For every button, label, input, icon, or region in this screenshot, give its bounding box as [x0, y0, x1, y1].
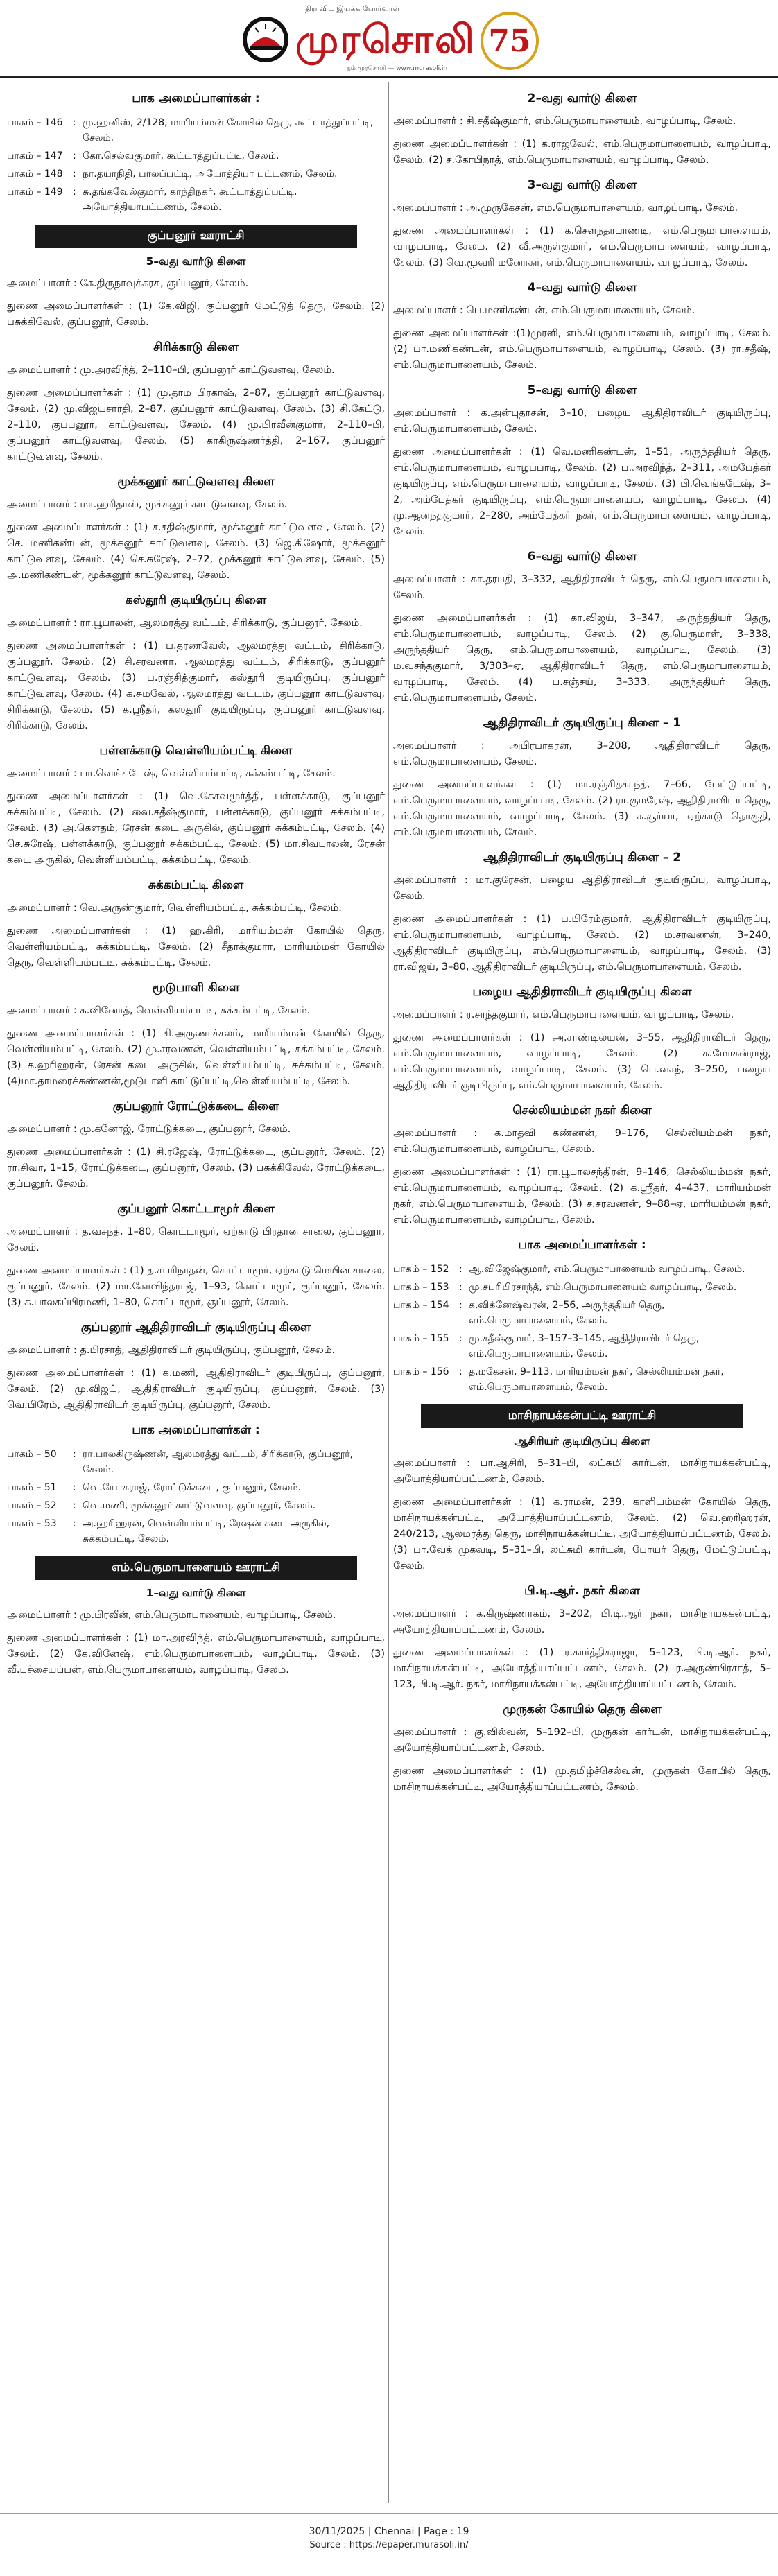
deputy-organisers-text: துணை அமைப்பாளர்கள் : (1) மா.ரஞ்சித்காந்த், 7–66, மேட்டுப்பட்டி, எம்.பெருமாபாளையம், வாழப்பாடி, சேலம். (2) ரா.குமரேஷ், ஆதிதிராவிடர் தெரு, எம்.பெருமாபாளையம், வாழப்பாடி, சேலம். (3) க.சூர்யா, ஏற்காடு தொகுதி, எம்.பெருமாபாளையம், சேலம். [393, 779, 771, 838]
organiser-text: அமைப்பாளர் : மா.குரேசன், பழைய ஆதிதிராவிடர் குடியிருப்பு, வாழப்பாடி, சேலம். [393, 875, 771, 902]
parts-table [7, 114, 385, 216]
deputy-organisers-text: துணை அமைப்பாளர்கள் : (1) மு.தாம பிரகாஷ், 2–87, குப்பனூர் காட்டுவளவு, சேலம். (2) மு.விஜயசாரதி, 2–87, குப்பனூர் காட்டுவளவு, சேலம். (3) சி.கேட்டு, 2–110, குப்பனூர், காட்டுவளவு, சேலம். (4) மு.பிரவீன்குமார், 2–110–பி, குப்பனூர் காட்டுவளவு, சேலம். (5) காகிருஷ்ணர்த்தி, 2–167, குப்பனூர் காட்டுவளவு, சேலம். [7, 388, 385, 462]
organiser-text: அமைப்பாளர் : பெ.மணிகண்டன், எம்.பெருமாபாளையம், சேலம். [393, 305, 695, 316]
table-row: பாகம் – 52 : வெ.மணி, மூக்கனூர் காட்டுவளவு, குப்பனூர், சேலம். [7, 1500, 316, 1511]
branch-heading: பி.டி.ஆர். நகர் கிளை [524, 1584, 640, 1598]
branch-heading: மூக்கனூர் காட்டுவளவு கிளை [117, 475, 275, 489]
deputy-organisers-text: துணை அமைப்பாளர்கள் : (1) அ.சாண்டில்யன், 3–55, ஆதிதிராவிடர் தெரு, எம்.பெருமாபாளையம், வாழப்பாடி, சேலம். (2) க.மோகன்ராஜ், எம்.பெருமாபாளையம், வாழப்பாடி, சேலம். (3) பெ.வசந், 3–250, பழைய ஆதிதிராவிடர் குடியிருப்பு, எம்.பெருமாபாளையம், சேலம். [393, 1032, 771, 1091]
newspaper-title[interactable]: முரசொலி [295, 17, 476, 62]
deputy-organisers-text: துணை அமைப்பாளர்கள் : (1) மா.அரவிந்த், எம்.பெருமாபாளையம், வாழப்பாடி, சேலம். (2) கே.வினேஷ், எம்.பெருமாபாளையம், வாழப்பாடி, சேலம். (3) வீ.பச்சையப்பன், எம்.பெருமாபாளையம், வாழப்பாடி, சேலம். [7, 1633, 385, 1676]
deputy-organisers-text: துணை அமைப்பாளர்கள் : (1) ச.சதிஷ்குமார், மூக்கனூர் காட்டுவளவு, சேலம். (2) செ. மணிகண்டன், மூக்கனூர் காட்டுவளவு, சேலம். (3) ஜெ.கிஷோர், மூக்கனூர் காட்டுவளவு, சேலம். (4) செ.சுரேஷ், 2–72, மூக்கனூர் காட்டுவளவு, சேலம். (5) அ.மணிகண்டன், மூக்கனூர் காட்டுவளவு, சேலம். [7, 522, 385, 581]
panchayat-banner: குப்பனூர் ஊராட்சி [35, 225, 357, 248]
branch-heading: மூடுபாளி கிளை [152, 981, 240, 995]
branch-heading: முருகன் கோயில் தெரு கிளை [503, 1703, 662, 1716]
branch-heading: ஆதிதிராவிடர் குடியிருப்பு கிளை – 1 [483, 716, 682, 730]
branch-heading: குப்பனூர் ஆதிதிராவிடர் குடியிருப்பு கிளை [80, 1321, 311, 1334]
organiser-text: அமைப்பாளர் : மு.அரவிந்த், 2–110–பி, குப்பனூர் காட்டுவளவு, சேலம். [7, 365, 335, 376]
column-divider [388, 82, 389, 2503]
organiser-text: அமைப்பாளர் : வெ.அருண்குமார், வெள்ளியம்பட்டி, சுக்கம்பட்டி, சேலம். [7, 903, 342, 914]
table-row: பாகம் – 152 : ஆ.விஜேஷ்குமார், எம்.பெருமாபாளையம் வாழப்பாடி, சேலம். [393, 1264, 745, 1275]
organiser-text: அமைப்பாளர் : கா.தரபதி, 3–332, ஆதிதிராவிடர் தெரு, எம்.பெருமாபாளையம், சேலம். [393, 574, 771, 601]
deputy-organisers-text: துணை அமைப்பாளர்கள் : (1) ர.கார்த்திகராஜா, 5–123, பி.டி.ஆர். நகர், மாசிநாயக்கன்பட்டி, அயோத்தியாப்பட்டணம், சேலம். (2) ர.அருண்பிரசாத், 5–123, பி.டி.ஆர். நகர், மாசிநாயக்கன்பட்டி, அயோத்தியாப்பட்டணம், சேலம். [393, 1647, 771, 1690]
table-row: பாகம் – 50 : ரா.பாலகிருஷ்ணன், ஆலமரத்து வட்டம், சிரிக்காடு, குப்பனூர், சேலம். [7, 1449, 354, 1475]
organiser-text: அமைப்பாளர் : மு.கனோஜ், ரோட்டுக்கடை, குப்பனூர், சேலம். [7, 1124, 291, 1135]
branch-heading: 5–வது வார்டு கிளை [527, 383, 637, 397]
deputy-organisers-text: துணை அமைப்பாளர்கள் : (1) சி.ரஜேஷ், ரோட்டுக்கடை, குப்பனூர், சேலம். (2) ரா.சிவா, 1–15, ரோட்டுக்கடை, குப்பனூர், சேலம். (3) பசுக்கிவேல், ரோட்டுக்கடை, குப்பனூர், சேலம். [7, 1147, 385, 1190]
branch-heading: செல்லியம்மன் நகர் கிளை [512, 1104, 652, 1117]
branch-heading: குப்பனூர் கொட்டாமூர் கிளை [117, 1202, 275, 1216]
organiser-text: அமைப்பாளர் : த.வசந்த், 1–80, கொட்டாமூர், ஏற்காடு பிரதான சாலை, குப்பனூர், சேலம். [7, 1226, 385, 1253]
deputy-organisers-text: துணை அமைப்பாளர்கள் : (1) ரா.பூபாலசந்திரன், 9–146, செல்லியம்மன் நகர், எம்.பெருமாபாளையம், வாழப்பாடி, சேலம். (2) க.ஸ்ரீதர், 4–437, மாரியம்மன் நகர், எம்.பெருமாபாளையம், சேலம். (3) ச.சரவணன், 9–88–ஏ, மாரியம்மன் நகர், எம்.பெருமாபாளையம், வாழப்பாடி, சேலம். [393, 1167, 771, 1226]
table-row: பாகம் – 153 : மு.சபரிபிரசாந்த், எம்.பெருமாபாளையம் வாழப்பாடி, சேலம். [393, 1282, 737, 1293]
rising-sun-emblem-icon [241, 15, 290, 64]
edition-info: 30/11/2025 | Chennai | Page : 19 [309, 2526, 469, 2537]
deputy-organisers-text: துணை அமைப்பாளர்கள் : (1) வெ.கேசவமூர்த்தி, பள்ளக்காடு, குப்பனூர் சுக்கம்பட்டி, சேலம். (2) வை.சதீஷ்குமார், பள்ளக்காடு, குப்பனூர் சுக்கம்பட்டி, சேலம். (3) அ.கௌதம், ரேசன் கடை அருகில், குப்பனூர் சுக்கம்பட்டி, சேலம். (4) செ.சுரேஷ், பள்ளக்காடு, குப்பனூர் சுக்கம்பட்டி, சேலம். (5) மா.சிவபாலன், ரேசன் கடை அருகில், வெள்ளியம்பட்டி, சுக்கம்பட்டி, சேலம். [7, 791, 385, 866]
table-row: பாகம் – 146 : மு.ஹனிஸ், 2/128, மாரியம்மன் கோயில் தெரு, கூட்டாத்துப்பட்டி, சேலம். [7, 117, 374, 143]
deputy-organisers-text: துணை அமைப்பாளர்கள் : (1) த.சபரிநாதன், கொட்டாமூர், ஏற்காடு மெயின் சாலை, குப்பனூர், சேலம். (2) மா.கோவிந்தராஜ், 1–93, கொட்டாமூர், குப்பனூர், சேலம். (3) க.பாலசுப்பிரமணி, 1–80, கொட்டாமூர், குப்பனூர், சேலம். [7, 1265, 385, 1308]
table-row: பாகம் – 154 : க.விக்னேஷ்வரன், 2–56, அருந்ததியர் தெரு, எம்.பெருமாபாளையம், சேலம். [393, 1300, 665, 1326]
deputy-organisers-text: துணை அமைப்பாளர்கள் : (1) கா.விஜய், 3–347, அருந்ததியர் தெரு, எம்.பெருமாபாளையம், வாழப்பாடி, சேலம். (2) கு.பெருமாள், 3–338, அருந்ததியர் தெரு, எம்.பெருமாபாளையம், வாழப்பாடி, சேலம். (3) ம.வசந்தகுமார், 3/303–ஏ, ஆதிதிராவிடர் தெரு, எம்.பெருமாபாளையம், வாழப்பாடி, சேலம். (4) ப.சஞ்சய், 3–333, அருந்ததியர் தெரு, எம்.பெருமாபாளையம், சேலம். [393, 613, 771, 704]
parts-table [7, 1445, 385, 1548]
deputy-organisers-text: துணை அமைப்பாளர்கள் : (1) சி.அருணாச்சலம், மாரியம்மன் கோயில் தெரு, வெள்ளியம்பட்டி, சேலம். (2) மு.சரவணன், வெள்ளியம்பட்டி, சுக்கம்பட்டி, சேலம். (3) க.ஹரிஹரன், ரேசன் கடை அருகில், வெள்ளியம்பட்டி, சுக்கம்பட்டி, சேலம். (4)மா.தாமரைக்கண்ணன்,மூடுபாளி காட்டுப்பட்டி,வெள்ளியம்பட்டி, சேலம். [7, 1028, 385, 1087]
branch-heading: 5–வது வார்டு கிளை [146, 255, 246, 268]
deputy-organisers-text: துணை அமைப்பாளர்கள் : (1) க.மணி, ஆதிதிராவிடர் குடியிருப்பு, குப்பனூர், சேலம். (2) மு.விஜய், ஆதிதிராவிடர் குடியிருப்பு, குப்பனூர், சேலம். (3) வெ.பிரேம், ஆதிதிராவிடர் குடியிருப்பு, குப்பனூர், சேலம். [7, 1368, 385, 1411]
deputy-organisers-text: துணை அமைப்பாளர்கள் : (1) க.ராமன், 239, காளியம்மன் கோயில் தெரு, மாசிநாயக்கன்பட்டி, அயோத்தியாப்பட்டணம், சேலம். (2) வெ.ஹரிஹரன், 240/213, ஆலமரத்து தெரு, மாசிநாயக்கன்பட்டி, அயோத்தியாப்பட்டணம், சேலம். (3) பா.வேக் முகவடி, 5–31–பி, லட்சுமி கார்டன், போயர் தெரு, மேட்டுப்பட்டி, சேலம். [393, 1497, 771, 1572]
section-heading: பாக அமைப்பாளர்கள் : [132, 92, 260, 105]
panchayat-banner: எம்.பெருமாபாளையம் ஊராட்சி [35, 1556, 357, 1580]
panchayat-banner: மாசிநாயக்கன்பட்டி ஊராட்சி [421, 1404, 743, 1428]
branch-heading: 2–வது வார்டு கிளை [527, 92, 637, 105]
deputy-organisers-text: துணை அமைப்பாளர்கள் : (1) ப.பிரேம்குமார், ஆதிதிராவிடர் குடியிருப்பு, எம்.பெருமாபாளையம், வாழப்பாடி, சேலம். (2) ம.சரவணன், 3–240, ஆதிதிராவிடர் குடியிருப்பு, எம்.பெருமாபாளையம், வாழப்பாடி, சேலம். (3) ரா.விஜய், 3–80, ஆதிதிராவிடர் குடியிருப்பு, எம்.பெருமாபாளையம், சேலம். [393, 914, 771, 973]
source-link[interactable]: Source : https://epaper.murasoli.in/ [309, 2540, 469, 2550]
masthead [0, 0, 778, 78]
page-footer [0, 2513, 778, 2576]
masthead-tagline: திராவிட இயக்க போர்வாள் [305, 4, 400, 13]
right-column [393, 82, 771, 2503]
organiser-text: அமைப்பாளர் : பா.ஆசிரி, 5–31–பி, லட்சுமி கார்டன், மாசிநாயக்கன்பட்டி, அயோத்தியாப்பட்டணம், சேலம். [393, 1458, 771, 1485]
deputy-organisers-text: துணை அமைப்பாளர்கள் : (1) க.சௌந்தரபாண்டி, எம்.பெருமாபாளையம், வாழப்பாடி, சேலம். (2) வீ.அருள்குமார், எம்.பெருமாபாளையம், வாழப்பாடி, சேலம். (3) வெ.மூவரி மனோகர், எம்.பெருமாபாளையம், வாழப்பாடி, சேலம். [393, 225, 771, 268]
deputy-organisers-text: துணை அமைப்பாளர்கள் : (1) ப.தரணவேல், ஆலமரத்து வட்டம், சிரிக்காடு, குப்பனூர், சேலம். (2) சி.சரவணா, ஆலமரத்து வட்டம், சிரிக்காடு, குப்பனூர் காட்டுவளவு, சேலம். (3) ப.ரஞ்சித்குமார், கஸ்தூரி குடியிருப்பு, குப்பனூர் காட்டுவளவு, சேலம். (4) க.சுமவேல், ஆலமரத்து வட்டம், குப்பனூர் காட்டுவளவு, சிரிக்காடு, சேலம். (5) க.ஸ்ரீதர், கஸ்தூரி குடியிருப்பு, குப்பனூர் காட்டுவளவு, சிரிக்காடு, சேலம். [7, 641, 385, 731]
organiser-text: அமைப்பாளர் : ர.சாந்தகுமார், எம்.பெருமாபாளையம், வாழப்பாடி, சேலம். [393, 1009, 734, 1020]
branch-heading: குப்பனூர் ரோட்டுக்கடை கிளை [112, 1099, 279, 1113]
table-row: பாகம் – 148 : நா.தயாநிதி, பாலப்பட்டி, அயோத்தியா பட்டணம், சேலம். [7, 168, 338, 180]
organiser-text: அமைப்பாளர் : கே.திருநாவுக்கரசு, குப்பனூர், சேலம். [7, 278, 249, 289]
organiser-text: அமைப்பாளர் : சி.சதீஷ்குமார், எம்.பெருமாபாளையம், வாழப்பாடி, சேலம். [393, 116, 736, 127]
branch-heading: ஆசிரியர் குடியிருப்பு கிளை [514, 1435, 650, 1447]
left-column [7, 82, 385, 2503]
deputy-organisers-text: துணை அமைப்பாளர்கள் : (1) க.ராஜவேல், எம்.பெருமாபாளையம், வாழப்பாடி, சேலம். (2) ச.கோபிநாத், எம்.பெருமாபாளையம், வாழப்பாடி, சேலம். [393, 139, 771, 166]
table-row: பாகம் – 156 : த.மகேசன், 9–113, மாரியம்மன் நகர், செல்லியம்மன் நகர், எம்.பெருமாபாளையம், சேலம். [393, 1366, 724, 1393]
parts-table [393, 1260, 771, 1396]
table-row: பாகம் – 51 : வெ.யோகராஜ், ரோட்டுக்கடை, குப்பனூர், சேலம். [7, 1482, 302, 1493]
deputy-organisers-text: துணை அமைப்பாளர்கள் :(1)முரளி, எம்.பெருமாபாளையம், வாழப்பாடி, சேலம். (2) பா.மணிகண்டன், எம்.பெருமாபாளையம், வாழப்பாடி, சேலம். (3) ரா.சதீஷ், எம்.பெருமாபாளையம், சேலம். [393, 328, 771, 371]
table-row: பாகம் – 149 : சு.தங்கவேல்குமார், காந்திநகர், கூட்டாத்துப்பட்டி, அயோத்தியாபட்டணம், சேலம். [7, 186, 297, 213]
branch-heading: 4–வது வார்டு கிளை [527, 281, 637, 295]
organiser-text: அமைப்பாளர் : மு.பிரவீன், எம்.பெருமாபாளையம், வாழப்பாடி, சேலம். [7, 1610, 336, 1621]
branch-heading: பள்ளக்காடு வெள்ளியம்பட்டி கிளை [99, 744, 293, 758]
branch-heading: 3–வது வார்டு கிளை [527, 178, 637, 192]
branch-heading: கஸ்தூரி குடியிருப்பு கிளை [125, 593, 267, 607]
deputy-organisers-text: துணை அமைப்பாளர்கள் : (1) மு.தமிழ்ச்செல்வன், முருகன் கோயில் தெரு, மாசிநாயக்கன்பட்டி, அயோத்தியாப்பட்டணம், சேலம். [393, 1766, 771, 1793]
anniversary-number: 75 [488, 24, 531, 59]
deputy-organisers-text: துணை அமைப்பாளர்கள் : (1) கே.விஜி, குப்பனூர் மேட்டுத் தெரு, சேலம். (2) பசுக்கிவேல், குப்பனூர், சேலம். [7, 301, 385, 328]
organiser-text: அமைப்பாளர் : அபிரபாகரன், 3–208, ஆதிதிராவிடர் தெரு, எம்.பெருமாபாளையம், சேலம். [393, 740, 771, 767]
organiser-text: அமைப்பாளர் : க.வினோத், வெள்ளியம்பட்டி, சுக்கம்பட்டி, சேலம். [7, 1005, 311, 1016]
anniversary-75-icon [478, 10, 541, 72]
table-row: பாகம் – 155 : மு.சதீஷ்குமார், 3–157–3–145, ஆதிதிராவிடர் தெரு, எம்.பெருமாபாளையம், சேலம். [393, 1333, 700, 1359]
branch-heading: 1–வது வார்டு கிளை [146, 1587, 246, 1599]
branch-heading: 6–வது வார்டு கிளை [527, 550, 637, 564]
organiser-text: அமைப்பாளர் : க.மாதவி கண்ணன், 9–176, செல்லியம்மன் நகர், எம்.பெருமாபாளையம், வாழப்பாடி, சேலம். [393, 1128, 771, 1155]
organiser-text: அமைப்பாளர் : அ.முருகேசன், எம்.பெருமாபாளையம், வாழப்பாடி, சேலம். [393, 202, 738, 214]
branch-heading: ஆதிதிராவிடர் குடியிருப்பு கிளை – 2 [483, 851, 682, 864]
table-row: பாகம் – 147 : கோ.செல்வகுமார், கூட்டாத்துப்பட்டி, சேலம். [7, 150, 279, 162]
branch-heading: சிரிக்காடு கிளை [153, 340, 239, 354]
deputy-organisers-text: துணை அமைப்பாளர்கள் : (1) வெ.மணிகண்டன், 1–51, அருந்ததியர் தெரு, எம்.பெருமாபாளையம், வாழப்பாடி, சேலம். (2) ப.அரவிந்த், 2–311, அம்பேத்கர் குடியிருப்பு, எம்.பெருமாபாளையம், வாழப்பாடி, சேலம். (3) பி.வெங்கடேஷ், 3–2, அம்பேத்கர் குடியிருப்பு, எம்.பெருமாபாளையம், வாழப்பாடி, சேலம். (4) மு.ஆனந்தகுமார், 2–280, அம்பேத்கர் நகர், எம்.பெருமாபாளையம், வாழப்பாடி, சேலம். [393, 446, 771, 537]
organiser-text: அமைப்பாளர் : மா.ஹரிதாஸ், மூக்கனூர் காட்டுவளவு, சேலம். [7, 499, 288, 510]
masthead-subtitle: நம் முரசொலி — www.murasoli.in [347, 65, 448, 72]
section-heading: பாக அமைப்பாளர்கள் : [132, 1423, 260, 1437]
table-row: பாகம் – 53 : அ.ஹரிஹரன், வெள்ளியம்பட்டி, ரேஷன் கடை அருகில், சுக்கம்பட்டி, சேலம். [7, 1518, 330, 1544]
organiser-text: அமைப்பாளர் : க.கிருஷ்ணாகம், 3–202, பி.டி.ஆர் நகர், மாசிநாயக்கன்பட்டி, அயோத்தியாப்பட்டணம், சேலம். [393, 1608, 771, 1635]
organiser-text: அமைப்பாளர் : க.அன்புதாசன், 3–10, பழைய ஆதிதிராவிடர் குடியிருப்பு, எம்.பெருமாபாளையம், சேலம். [393, 408, 771, 435]
branch-heading: சுக்கம்பட்டி கிளை [148, 878, 244, 892]
deputy-organisers-text: துணை அமைப்பாளர்கள் : (1) ஹ.கிரி, மாரியம்மன் கோயில் தெரு, வெள்ளியம்பட்டி, சுக்கம்பட்டி, சேலம். (2) சீதாக்குமார், மாரியம்மன் கோயில் தெரு, வெள்ளியம்பட்டி, சுக்கம்பட்டி, சேலம். [7, 925, 385, 968]
organiser-text: அமைப்பாளர் : கு.வில்வன், 5–192–பி, முருகன் கார்டன், மாசிநாயக்கன்பட்டி, அயோத்தியாப்பட்டணம், சேலம். [393, 1727, 771, 1754]
organiser-text: அமைப்பாளர் : ரா.பூபாலன், ஆலமரத்து வட்டம், சிரிக்காடு, குப்பனூர், சேலம். [7, 618, 363, 629]
branch-heading: பழைய ஆதிதிராவிடர் குடியிருப்பு கிளை [472, 985, 692, 999]
organiser-text: அமைப்பாளர் : பா.வெங்கடேஷ், வெள்ளியம்பட்டி, சுக்கம்பட்டி, சேலம். [7, 768, 336, 779]
section-heading: பாக அமைப்பாளர்கள் : [518, 1238, 646, 1252]
organiser-text: அமைப்பாளர் : த.பிரசாத், ஆதிதிராவிடர் குடியிருப்பு, குப்பனூர், சேலம். [7, 1345, 336, 1356]
